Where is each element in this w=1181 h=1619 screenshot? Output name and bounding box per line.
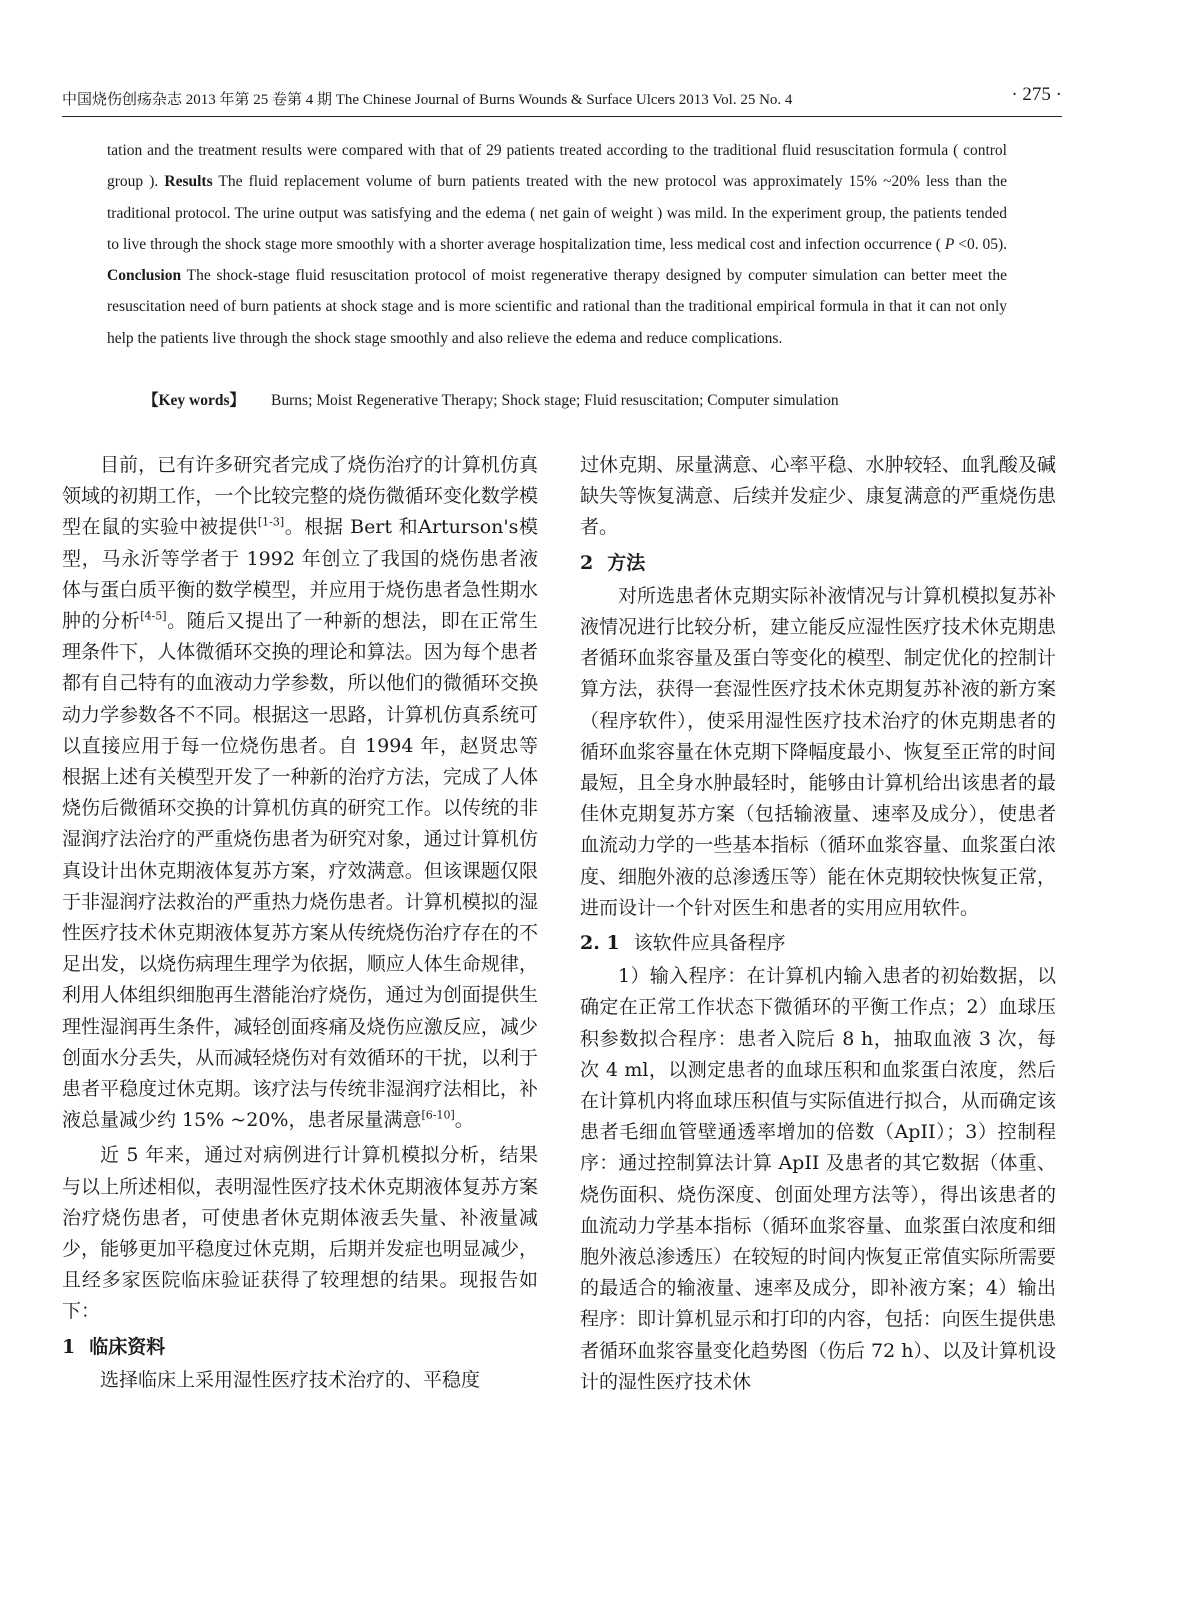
clinical-data-paragraph: 选择临床上采用湿性医疗技术治疗的、平稳度	[100, 1368, 481, 1391]
section-1-title: 临床资料	[89, 1335, 166, 1358]
intro-text-1: 目前，已有许多研究者完成了烧伤治疗的计算机仿真领域的初期工作，一个比较完整的烧伤微循环变化数学模型在鼠的实验中被提供	[62, 454, 538, 539]
running-header	[62, 84, 1062, 114]
section-1-heading	[62, 1332, 538, 1363]
section-2-number: 2	[580, 551, 594, 574]
abstract-methods-tail: tation and the treatment results were compared with that of 29 patients treated according to the traditional fluid resuscitation formula ( control group ).	[107, 142, 1007, 191]
methods-paragraph: 对所选患者休克期实际补液情况与计算机模拟复苏补液情况进行比较分析，建立能反应湿性医疗技术休克期患者循环血浆容量及蛋白等变化的模型、制定优化的控制计算方法，获得一套湿性医疗技术休克期复苏补液的新方案（程序软件），使采用湿性医疗技术治疗的休克期患者的循环血浆容量在休克期下降幅度最小、恢复至正常的时间最短，且全身水肿最轻时，能够由计算机给出该患者的最佳休克期复苏方案（包括输液量、速率及成分），使患者血流动力学的一些基本指标（循环血浆容量、血浆蛋白浓度、细胞外液的总渗透压等）能在休克期较快恢复正常，进而设计一个针对医生和患者的实用应用软件。	[580, 584, 1056, 919]
header-rule	[62, 116, 1062, 117]
english-abstract	[107, 135, 1007, 354]
page-number: · 275 ·	[1011, 84, 1062, 105]
results-label: Results	[164, 173, 213, 191]
citation-1: [1-3]	[257, 516, 285, 530]
intro-paragraph	[62, 450, 538, 1136]
intro-text-2: 。根据 Bert 和Arturson's模型，马永沂等学者于 1992 年创立了我国的烧伤患者液体与蛋白质平衡的数学模型，并应用于烧伤患者急性期水肿的分析	[62, 516, 538, 633]
right-column	[580, 450, 1056, 1398]
conclusion-label: Conclusion	[107, 267, 182, 285]
citation-2: [4-5]	[140, 609, 167, 623]
keywords-label: 【Key words】	[143, 392, 246, 409]
section-2-1-number: 2. 1	[580, 932, 620, 955]
abstract-conclusion: The shock-stage fluid resuscitation protocol of moist regenerative therapy designed by computer simulation can better meet the resuscitation need of burn patients at shock stage and is more scientific and rational than the traditional empirical formula in that it can not only help the patients live through the shock stage smoothly and also relieve the edema and reduce complications.	[107, 267, 1007, 347]
keywords	[143, 388, 1023, 410]
section-2-1-title: 该软件应具备程序	[633, 932, 786, 955]
citation-3: [6-10]	[421, 1108, 455, 1122]
section-1-number: 1	[62, 1335, 76, 1358]
intro-text-4: 。	[454, 1109, 474, 1132]
abstract-results: The fluid replacement volume of burn patients treated with the new protocol was approximately 15% ~20% less than the traditional protocol. The urine output was satisfying and the edema ( net gain of weight ) was mild. In the experiment group, the patients tended to live through the shock stage more smoothly with a shorter average hospitalization time, less medical cost and infection occurrence (	[107, 173, 1007, 253]
intro-text-3: 。随后又提出了一种新的想法，即在正常生理条件下，人体微循环交换的理论和算法。因为每个患者都有自己特有的血液动力学参数，所以他们的微循环交换动力学参数各不不同。根据这一思路，计算机仿真系统可以直接应用于每一位烧伤患者。自 1994 年，赵贤忠等根据上述有关模型开发了一种新的治疗方法，完成了人体烧伤后微循环交换的计算机仿真的研究工作。以传统的非湿润疗法治疗的严重烧伤患者为研究对象，通过计算机仿真设计出休克期液体复苏方案，疗效满意。但该课题仅限于非湿润疗法救治的严重热力烧伤患者。计算机模拟的湿性医疗技术休克期液体复苏方案从传统烧伤治疗存在的不足出发，以烧伤病理生理学为依据，顺应人体生命规律，利用人体组织细胞再生潜能治疗烧伤，通过为创面提供生理性湿润再生条件，减轻创面疼痛及烧伤应激反应，减少创面水分丢失，从而减轻烧伤对有效循环的干扰，以利于患者平稳度过休克期。该疗法与传统非湿润疗法相比，补液总量减少约 15% ~20%，患者尿量满意	[62, 610, 538, 1132]
section-2-title: 方法	[607, 551, 646, 574]
section-2-heading	[580, 548, 1056, 579]
journal-citation: 中国烧伤创疡杂志 2013 年第 25 卷第 4 期 The Chinese Journal of Burns Wounds & Surface Ulcers 2013 Vol. 25 No. 4	[62, 92, 793, 108]
p-value-symbol: P	[944, 235, 955, 253]
recent-years-paragraph: 近 5 年来，通过对病例进行计算机模拟分析，结果与以上所述相似，表明湿性医疗技术休克期液体复苏方案治疗烧伤患者，可使患者休克期体液丢失量、补液量减少，能够更加平稳度过休克期，后期并发症也明显减少，且经多家医院临床验证获得了较理想的结果。现报告如下：	[62, 1144, 538, 1323]
clinical-data-continuation: 过休克期、尿量满意、心率平稳、水肿较轻、血乳酸及碱缺失等恢复满意、后续并发症少、康复满意的严重烧伤患者。	[580, 454, 1056, 539]
keywords-list: Burns; Moist Regenerative Therapy; Shock stage; Fluid resuscitation; Computer simulation	[271, 392, 839, 409]
software-program-paragraph: 1）输入程序：在计算机内输入患者的初始数据，以确定在正常工作状态下微循环的平衡工作点；2）血球压积参数拟合程序：患者入院后 8 h，抽取血液 3 次，每次 4 ml，以测定患者的血球压积和血浆蛋白浓度，然后在计算机内将血球压积值与实际值进行拟合，从而确定该患者毛细血管壁通透率增加的倍数（ApII）；3）控制程序：通过控制算法计算 ApII 及患者的其它数据（体重、烧伤面积、烧伤深度、创面处理方法等），得出该患者的血流动力学基本指标（循环血浆容量、血浆蛋白浓度和细胞外液总渗透压）在较短的时间内恢复正常值实际所需要的最适合的输液量、速率及成分，即补液方案；4）输出程序：即计算机显示和打印的内容，包括：向医生提供患者循环血浆容量变化趋势图（伤后 72 h）、以及计算机设计的湿性医疗技术休	[580, 965, 1056, 1393]
p-value: <0. 05).	[954, 235, 1008, 253]
section-2-1-heading	[580, 928, 1056, 959]
left-column	[62, 450, 538, 1396]
